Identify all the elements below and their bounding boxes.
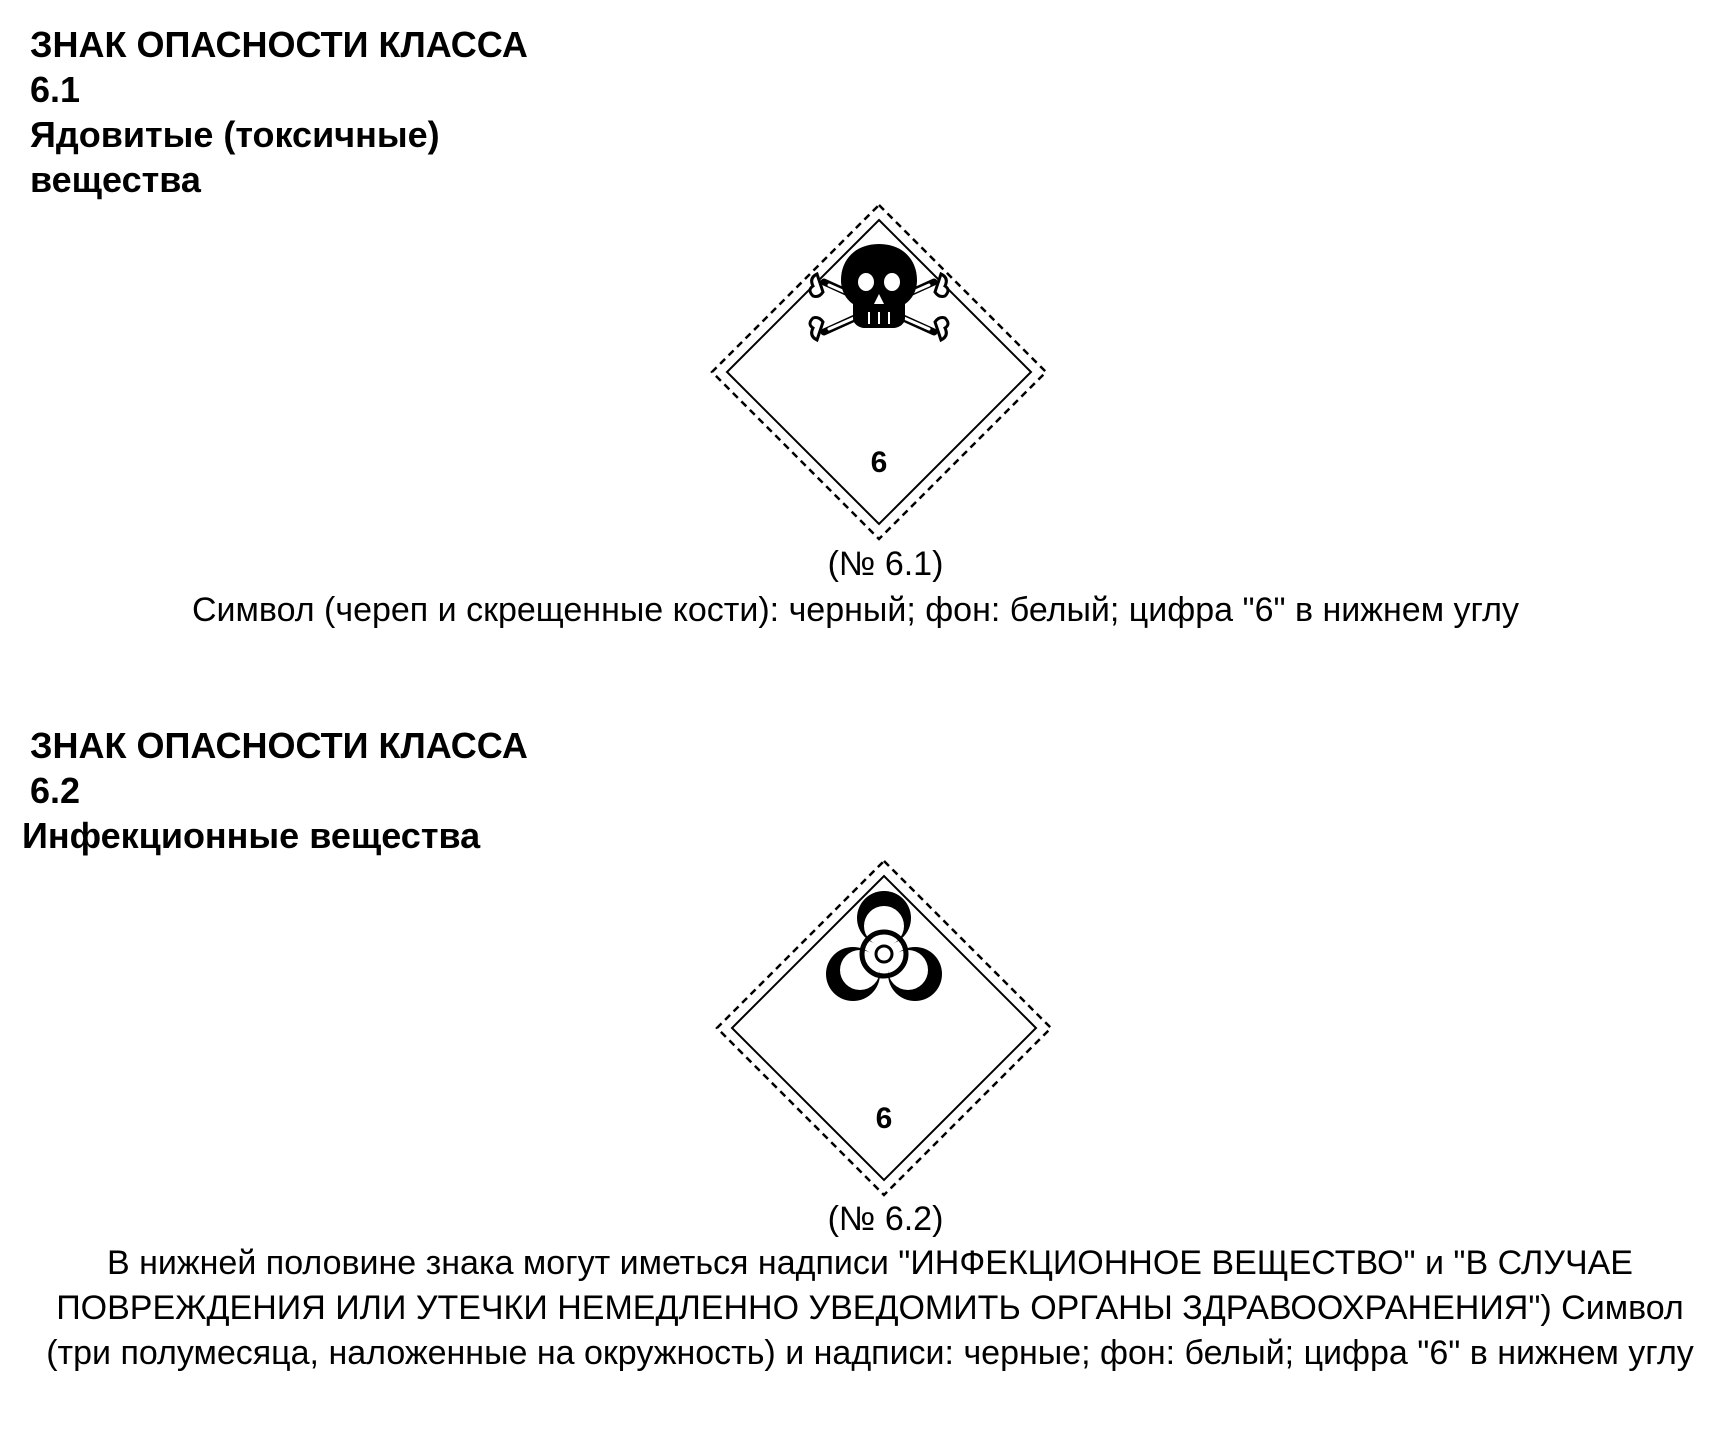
heading-class-number: 6.1 <box>30 69 81 110</box>
caption-number: (№ 6.1) <box>827 545 944 583</box>
heading-line: Инфекционные вещества <box>22 815 481 856</box>
hazard-placard-6-1 <box>709 202 1049 542</box>
placard-number: 6 <box>870 446 888 479</box>
heading-line: ЗНАК ОПАСНОСТИ КЛАССА <box>30 24 528 65</box>
caption-description: В нижней половине знака могут иметься надписи "ИНФЕКЦИОННОЕ ВЕЩЕСТВО" и "В СЛУЧАЕ ПОВРЕЖДЕНИЯ ИЛИ УТЕЧКИ НЕМЕДЛЕННО УВЕДОМИТЬ ОРГАНЫ ЗДРАВООХРАНЕНИЯ") Символ (три полумесяца, наложенные на окружность) и надписи: черные; фон: белый; цифра "6" в нижнем углу <box>46 1244 1694 1372</box>
placard-number: 6 <box>875 1102 893 1135</box>
heading-line: Ядовитые (токсичные) <box>30 114 440 155</box>
heading-class-number: 6.2 <box>30 770 81 811</box>
caption-description: Символ (череп и скрещенные кости): черный; фон: белый; цифра "6" в нижнем углу <box>191 591 1520 629</box>
hazard-placard-6-2 <box>714 858 1054 1198</box>
heading-line: вещества <box>30 159 201 200</box>
caption-number: (№ 6.2) <box>827 1200 944 1238</box>
section-62-heading <box>22 723 528 858</box>
section-61-heading <box>30 22 528 202</box>
heading-line: ЗНАК ОПАСНОСТИ КЛАССА <box>30 725 528 766</box>
